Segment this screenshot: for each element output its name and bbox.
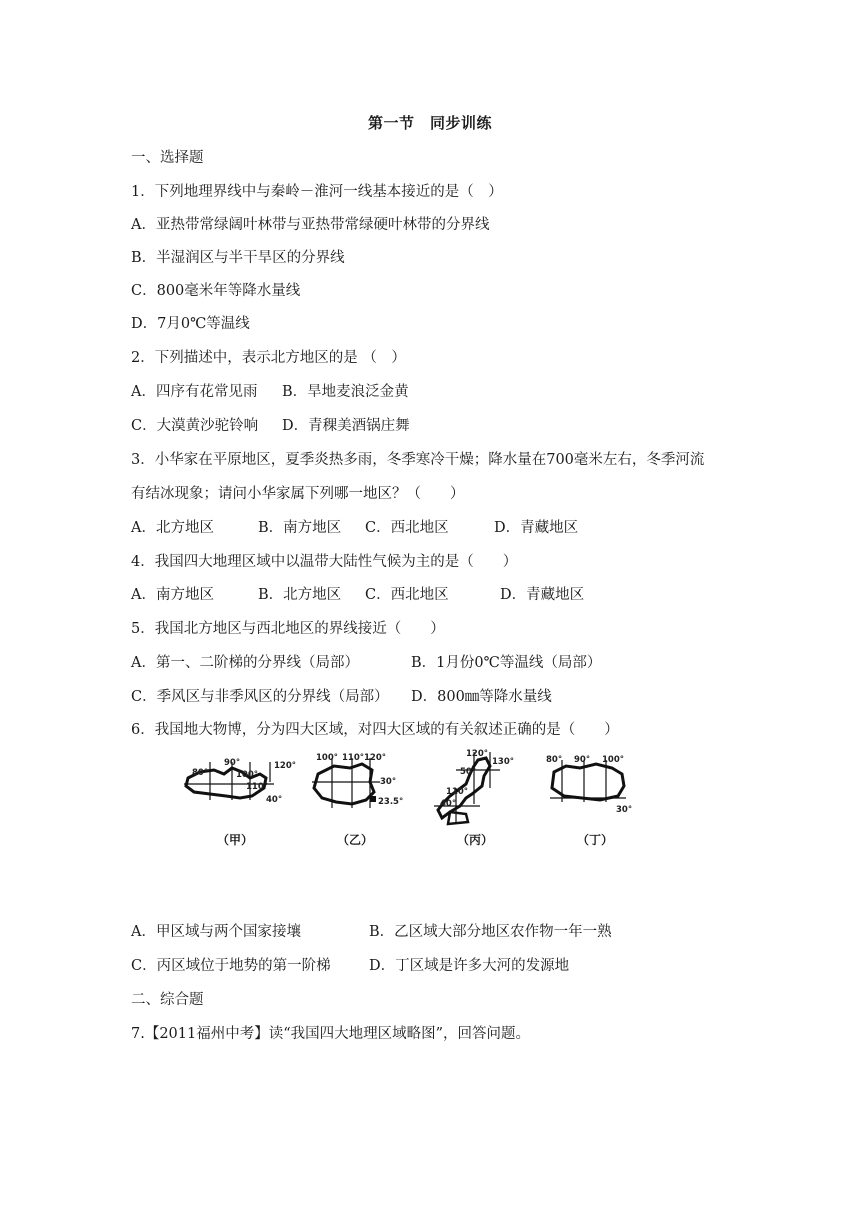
question-3-option-b: B．南方地区 bbox=[258, 520, 342, 536]
section-heading-comprehensive: 二、综合题 bbox=[131, 992, 204, 1008]
page-title: 第一节 同步训练 bbox=[367, 114, 492, 132]
map-jia-drawing bbox=[180, 748, 296, 826]
question-3-stem-line1: 3．小华家在平原地区，夏季炎热多雨，冬季寒冷干燥；降水量在700毫米左右，冬季河流 bbox=[131, 452, 705, 468]
map-yi-drawing bbox=[300, 748, 410, 826]
map-ding-drawing bbox=[540, 748, 650, 826]
map-yi-degree-4: 30° bbox=[380, 777, 397, 787]
question-1-option-a: A．亚热带常绿阔叶林带与亚热带常绿硬叶林带的分界线 bbox=[131, 217, 490, 233]
question-1-option-c: C．800毫米年等降水量线 bbox=[131, 283, 301, 299]
map-bing-degree-2: 50° bbox=[460, 767, 477, 777]
question-1-option-d: D．7月0℃等温线 bbox=[131, 316, 250, 332]
question-4-option-a: A．南方地区 bbox=[131, 587, 214, 603]
question-4-option-c: C．西北地区 bbox=[365, 587, 449, 603]
question-2-option-d: D．青稞美酒锅庄舞 bbox=[282, 418, 410, 434]
map-ding bbox=[540, 748, 650, 848]
map-jia-degree-6: 40° bbox=[266, 795, 283, 805]
question-2-option-b: B．旱地麦浪泛金黄 bbox=[282, 384, 409, 400]
question-5-option-b: B．1月份0℃等温线（局部） bbox=[411, 655, 602, 671]
question-4-stem: 4．我国四大地理区域中以温带大陆性气候为主的是（ ） bbox=[131, 554, 518, 570]
map-ding-label: （丁） bbox=[576, 833, 613, 847]
map-ding-degree-2: 90° bbox=[574, 755, 591, 765]
map-jia-degree-2: 80° bbox=[192, 768, 209, 778]
map-yi-degree-2: 110° bbox=[342, 753, 364, 763]
map-bing-label: （丙） bbox=[456, 833, 493, 847]
map-yi-degree-3: 120° bbox=[364, 753, 386, 763]
map-yi-degree-5: 23.5° bbox=[378, 797, 404, 807]
question-2-option-a: A．四序有花常见雨 bbox=[131, 384, 258, 400]
question-6-option-a: A．甲区域与两个国家接壤 bbox=[131, 924, 301, 940]
section-heading-choice: 一、选择题 bbox=[131, 150, 204, 166]
question-6-option-d: D．丁区域是许多大河的发源地 bbox=[369, 958, 570, 974]
question-5-option-c: C．季风区与非季风区的分界线（局部） bbox=[131, 689, 389, 705]
question-4-option-d: D．青藏地区 bbox=[500, 587, 585, 603]
map-bing bbox=[420, 748, 530, 848]
region-maps-figure bbox=[180, 748, 650, 848]
question-1-stem: 1．下列地理界线中与秦岭－淮河一线基本接近的是（ ） bbox=[131, 184, 503, 200]
map-jia-degree-1: 90° bbox=[224, 758, 241, 768]
question-6-option-c: C．丙区域位于地势的第一阶梯 bbox=[131, 958, 331, 974]
map-yi bbox=[300, 748, 410, 848]
map-bing-drawing bbox=[420, 748, 530, 826]
map-yi-degree-1: 100° bbox=[316, 753, 338, 763]
question-3-option-a: A．北方地区 bbox=[131, 520, 214, 536]
question-2-stem: 2．下列描述中，表示北方地区的是 （ ） bbox=[131, 350, 406, 366]
map-bing-degree-1: 120° bbox=[466, 749, 488, 759]
question-2-option-c: C．大漠黄沙驼铃响 bbox=[131, 418, 259, 434]
question-3-option-c: C．西北地区 bbox=[365, 520, 449, 536]
map-jia bbox=[180, 748, 296, 848]
map-ding-degree-4: 30° bbox=[616, 805, 633, 815]
map-jia-degree-5: 120° bbox=[274, 761, 296, 771]
question-5-option-d: D．800㎜等降水量线 bbox=[411, 689, 552, 705]
question-7-stem: 7.【2011福州中考】读“我国四大地理区域略图”，回答问题。 bbox=[131, 1026, 531, 1042]
question-1-option-b: B．半湿润区与半干旱区的分界线 bbox=[131, 250, 345, 266]
question-5-option-a: A．第一、二阶梯的分界线（局部） bbox=[131, 655, 359, 671]
question-6-stem: 6．我国地大物博，分为四大区域，对四大区域的有关叙述正确的是（ ） bbox=[131, 722, 619, 738]
map-jia-degree-4: 110° bbox=[246, 782, 268, 792]
map-yi-label: （乙） bbox=[336, 833, 373, 847]
map-jia-degree-3: 100° bbox=[236, 770, 258, 780]
question-5-stem: 5．我国北方地区与西北地区的界线接近（ ） bbox=[131, 621, 445, 637]
map-jia-label: （甲） bbox=[216, 833, 253, 847]
map-bing-degree-4: 110° bbox=[446, 787, 468, 797]
map-ding-degree-1: 80° bbox=[546, 755, 563, 765]
question-3-stem-line2: 有结冰现象；请问小华家属下列哪一地区？（ ） bbox=[131, 486, 465, 502]
question-6-option-b: B．乙区域大部分地区农作物一年一熟 bbox=[369, 924, 612, 940]
question-4-option-b: B．北方地区 bbox=[258, 587, 342, 603]
map-ding-degree-3: 100° bbox=[602, 755, 624, 765]
map-bing-degree-5: 40° bbox=[440, 799, 457, 809]
map-bing-degree-3: 130° bbox=[492, 757, 514, 767]
question-3-option-d: D．青藏地区 bbox=[494, 520, 579, 536]
